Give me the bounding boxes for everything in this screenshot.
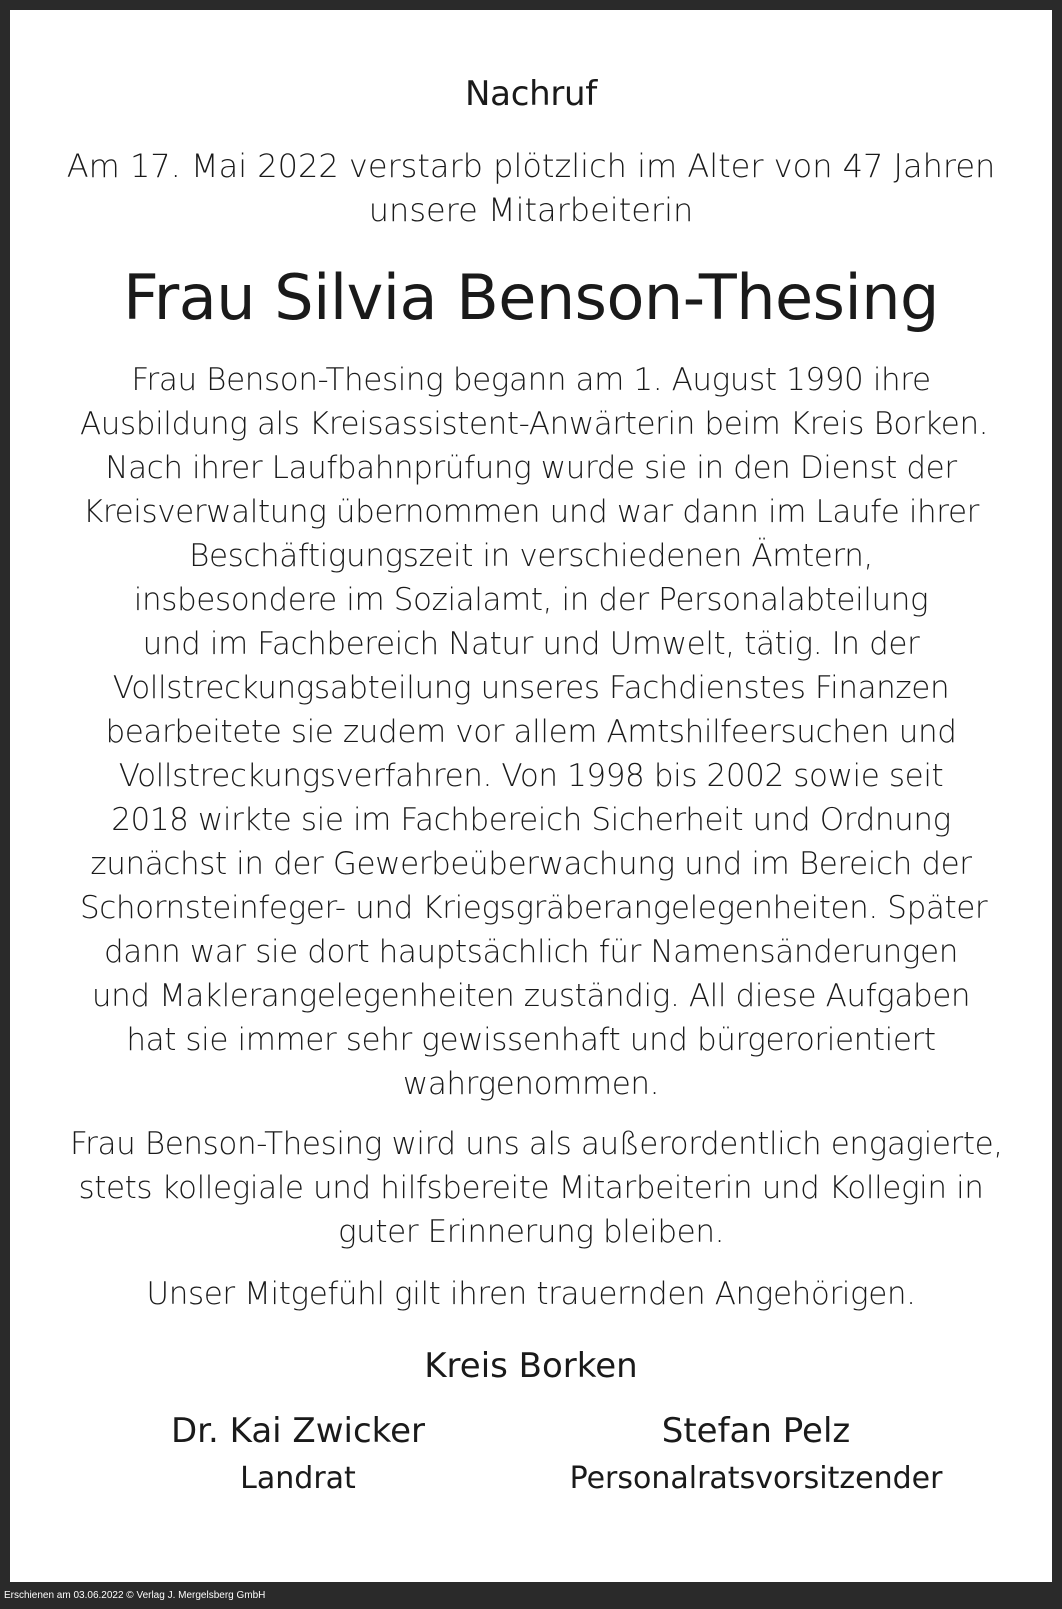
biography-line: Vollstreckungsverfahren. Von 1998 bis 2002 sowie seit (118, 758, 944, 794)
signatory-role: Landrat (240, 1461, 356, 1496)
biography-line: Vollstreckungsabteilung unseres Fachdienstes Finanzen (112, 670, 950, 706)
organization-name: Kreis Borken (424, 1346, 638, 1386)
intro-line: Am 17. Mai 2022 verstarb plötzlich im Alter von 47 Jahren (66, 147, 996, 185)
signatory-role: Personalratsvorsitzender (569, 1461, 943, 1496)
biography-line: Nach ihrer Laufbahnprüfung wurde sie in den Dienst der (105, 450, 957, 486)
notice-heading: Nachruf (465, 74, 597, 114)
intro-line: unsere Mitarbeiterin (368, 191, 694, 229)
biography-line: und im Fachbereich Natur und Umwelt, tätig. In der (142, 626, 920, 662)
closing-line: stets kollegiale und hilfsbereite Mitarbeiterin und Kollegin in (78, 1170, 984, 1206)
biography-line: bearbeitete sie zudem vor allem Amtshilfeersuchen und (105, 714, 957, 750)
obituary-notice (10, 10, 1052, 1582)
signatory-personalrat (546, 1408, 966, 1504)
signatory-landrat (88, 1408, 508, 1504)
closing-line: Frau Benson-Thesing wird uns als außerordentlich engagierte, (70, 1126, 1003, 1162)
biography-line: dann war sie dort hauptsächlich für Namensänderungen (104, 934, 958, 970)
biography-text (80, 358, 989, 1106)
biography-line: insbesondere im Sozialamt, in der Personalabteilung (133, 582, 929, 618)
closing-text (70, 1122, 1003, 1254)
closing-line: guter Erinnerung bleiben. (337, 1214, 725, 1250)
biography-line: hat sie immer sehr gewissenhaft und bürgerorientiert (126, 1022, 936, 1058)
biography-line: Frau Benson-Thesing begann am 1. August 1990 ihre (131, 362, 931, 398)
biography-line: wahrgenommen. (402, 1066, 660, 1102)
publication-footer: Erschienen am 03.06.2022 © Verlag J. Mergelsberg GmbH (4, 1590, 266, 1601)
biography-line: Schornsteinfeger- und Kriegsgräberangelegenheiten. Später (80, 890, 988, 926)
sympathy-text: Unser Mitgefühl gilt ihren trauernden Angehörigen. (146, 1276, 916, 1312)
biography-line: zunächst in der Gewerbeüberwachung und im Bereich der (90, 846, 972, 882)
deceased-name: Frau Silvia Benson-Thesing (123, 261, 939, 334)
signatory-name: Dr. Kai Zwicker (170, 1411, 426, 1451)
biography-line: Kreisverwaltung übernommen und war dann im Laufe ihrer (82, 494, 979, 530)
biography-line: 2018 wirkte sie im Fachbereich Sicherheit und Ordnung (111, 802, 951, 838)
intro-text (50, 144, 1012, 232)
biography-line: Beschäftigungszeit in verschiedenen Ämtern, (189, 538, 873, 574)
biography-line: und Maklerangelegenheiten zuständig. All diese Aufgaben (91, 978, 971, 1014)
biography-line: Ausbildung als Kreisassistent-Anwärterin beim Kreis Borken. (80, 406, 989, 442)
signatory-name: Stefan Pelz (661, 1411, 851, 1451)
